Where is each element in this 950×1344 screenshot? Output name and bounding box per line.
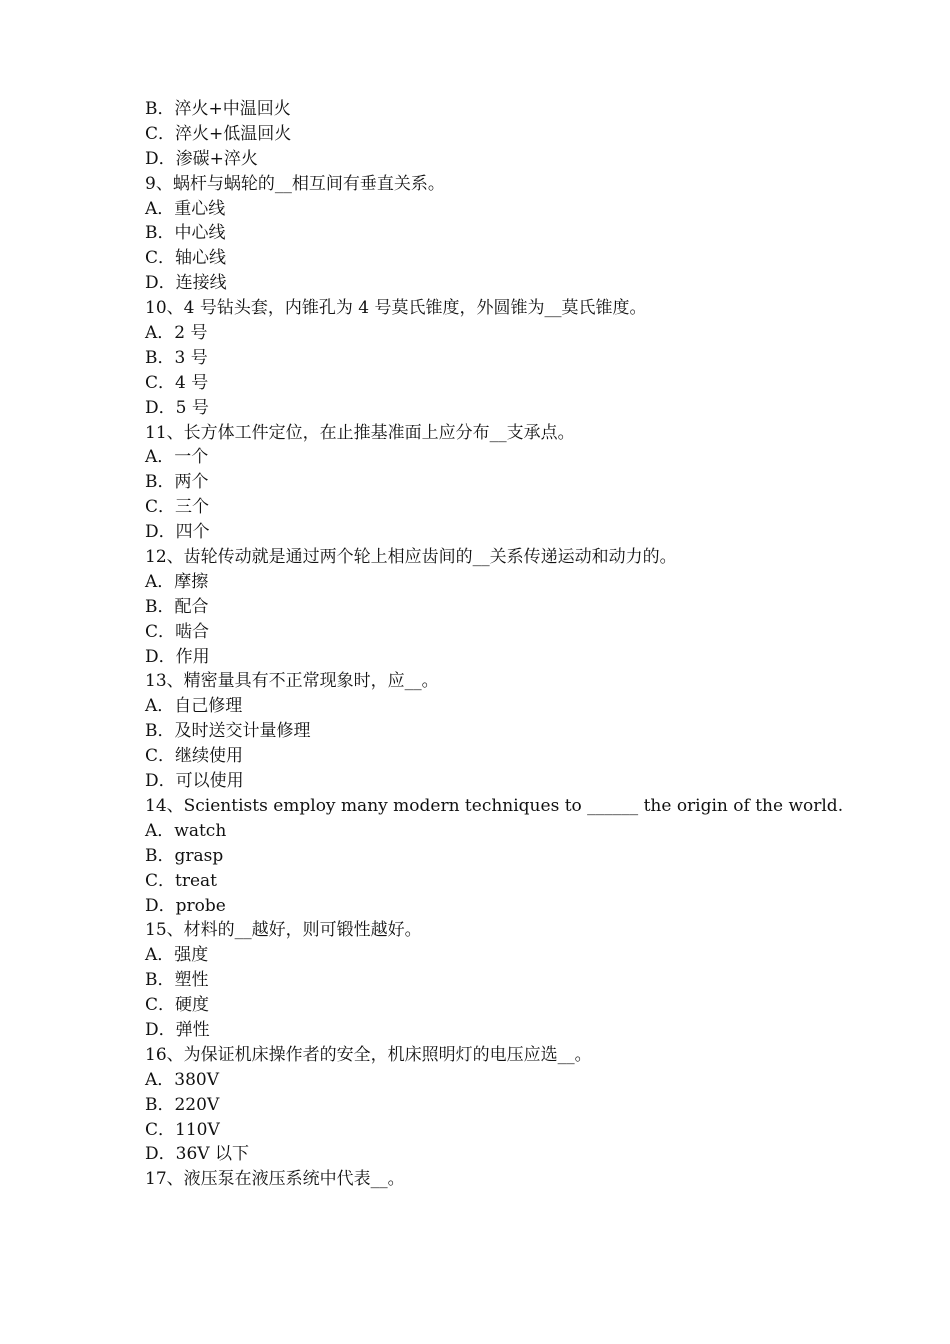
option-line: D．probe xyxy=(145,895,226,916)
option-line: A．自己修理 xyxy=(145,696,243,717)
question-line: 13、精密量具有不正常现象时，应__。 xyxy=(145,671,439,692)
option-line: C．4 号 xyxy=(145,372,209,393)
option-line: D．连接线 xyxy=(145,273,227,294)
option-line: B．两个 xyxy=(145,472,209,493)
option-line: C．继续使用 xyxy=(145,746,244,767)
option-line: B．grasp xyxy=(145,845,224,866)
option-line: B．配合 xyxy=(145,596,209,617)
option-line: D．作用 xyxy=(145,646,210,667)
option-line: B．中心线 xyxy=(145,223,226,244)
option-line: C．三个 xyxy=(145,497,210,518)
option-line: D．四个 xyxy=(145,522,210,543)
option-line: C．轴心线 xyxy=(145,248,227,269)
question-line: 11、长方体工件定位，在止推基准面上应分布__支承点。 xyxy=(145,422,575,443)
option-line: A．2 号 xyxy=(145,323,208,344)
question-line: 16、为保证机床操作者的安全，机床照明灯的电压应选__。 xyxy=(145,1044,592,1065)
option-line: A．380V xyxy=(145,1069,220,1090)
option-line: B．3 号 xyxy=(145,347,208,368)
option-line: C．淬火+低温回火 xyxy=(145,123,292,144)
question-line: 14、Scientists employ many modern techniques to ______ the origin of the world. xyxy=(145,795,844,816)
option-line: C．110V xyxy=(145,1119,220,1140)
option-line: C．treat xyxy=(145,870,217,891)
question-line: 12、齿轮传动就是通过两个轮上相应齿间的__关系传递运动和动力的。 xyxy=(145,547,677,568)
question-line: 9、蜗杆与蜗轮的__相互间有垂直关系。 xyxy=(145,173,445,194)
option-line: A．摩擦 xyxy=(145,571,209,592)
option-line: B．淬火+中温回火 xyxy=(145,99,291,119)
document-page xyxy=(145,97,905,1192)
question-line: 10、4 号钻头套，内锥孔为 4 号莫氏锥度，外圆锥为__莫氏锥度。 xyxy=(145,298,647,319)
option-line: D．5 号 xyxy=(145,397,209,418)
option-line: A．强度 xyxy=(145,945,209,966)
option-line: C．啮合 xyxy=(145,621,210,642)
option-line: B．220V xyxy=(145,1094,220,1115)
option-line: D．弹性 xyxy=(145,1019,210,1040)
question-line: 15、材料的__越好，则可锻性越好。 xyxy=(145,920,422,941)
option-line: A．一个 xyxy=(145,447,209,468)
option-line: B．塑性 xyxy=(145,970,209,991)
option-line: D．36V 以下 xyxy=(145,1144,249,1165)
option-line: A．watch xyxy=(145,820,227,841)
question-line: 17、液压泵在液压系统中代表__。 xyxy=(145,1169,405,1190)
option-line: D．可以使用 xyxy=(145,771,244,792)
option-line: B．及时送交计量修理 xyxy=(145,721,311,742)
option-line: D．渗碳+淬火 xyxy=(145,148,258,169)
option-line: C．硬度 xyxy=(145,995,210,1016)
option-line: A．重心线 xyxy=(145,198,226,219)
